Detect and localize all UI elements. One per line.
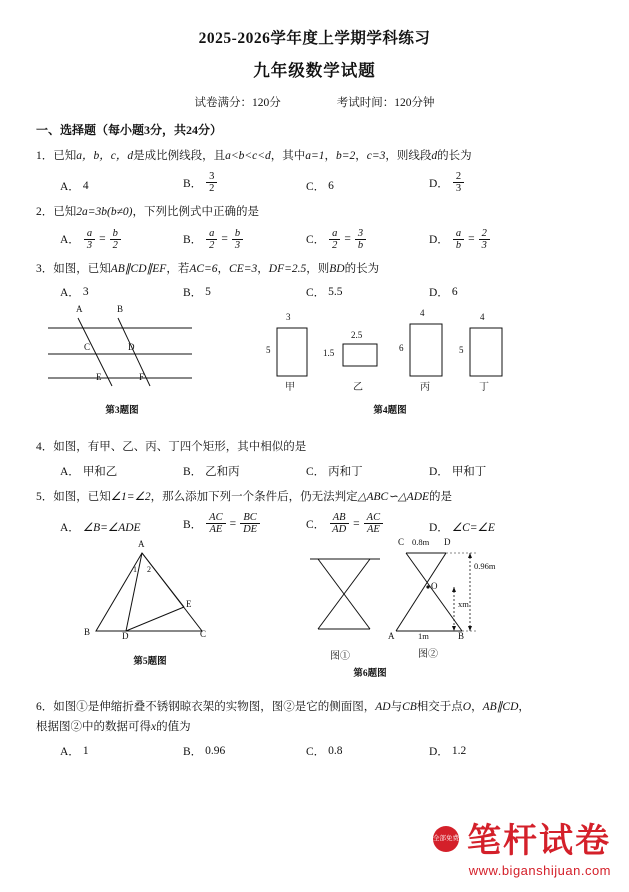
q6-t1: 如图①是伸缩折叠不锈钢晾衣架的实物图，图②是它的侧面图， — [53, 701, 376, 714]
q1-option-a[interactable]: A． 4 — [60, 180, 89, 194]
figure-4-caption: 第4题图 — [373, 406, 407, 417]
q3-t3: ，则 — [306, 262, 330, 275]
watermark-badge: 全部免费 — [433, 826, 459, 852]
figures-row-2 — [0, 537, 629, 680]
fig4-rect2-height: 1.5 — [323, 348, 335, 359]
question-1-number: 1． — [36, 150, 54, 162]
fig4-rect2-width: 2.5 — [351, 330, 363, 341]
q6-e4: AB∥CD — [482, 701, 519, 714]
q3-option-a[interactable]: A． 3 — [60, 286, 89, 300]
question-5-options — [60, 512, 629, 535]
q3-c1: ， — [217, 262, 230, 275]
q3-t4: 的长为 — [344, 262, 380, 275]
question-5-number: 5． — [36, 490, 54, 503]
question-3 — [36, 260, 629, 278]
q2-expr: 2a=3b(b≠0) — [76, 206, 133, 219]
watermark — [433, 823, 611, 878]
exam-meta — [0, 94, 629, 110]
question-3-options — [60, 284, 629, 300]
q1-ineq: a<b<c<d — [225, 150, 271, 162]
q3-e5: BD — [329, 262, 345, 275]
fig4-rect4-height: 5 — [459, 345, 464, 356]
q5-e2: △ABC∽△ADE — [357, 490, 430, 503]
q1-va: a=1 — [305, 150, 325, 162]
figure-6-label-1m: 1m — [418, 631, 429, 642]
figure-3-label-B: B — [117, 304, 124, 315]
figure-6-label-O: O — [431, 581, 438, 592]
q3-e3: CE=3 — [229, 262, 258, 275]
q5-option-b[interactable]: B． $\frac{AC}{AE}$ = $\frac{BC}{DE}$ — [183, 512, 306, 535]
q6-t4: ， — [471, 701, 483, 714]
question-2-options — [60, 228, 629, 251]
q2-option-d[interactable]: D． $\frac{a}{b}$ = $\frac{2}{3}$ — [429, 228, 552, 251]
q1-t6: ，则线段 — [385, 150, 432, 162]
figure-6-label-B: B — [458, 631, 465, 642]
q1-option-d[interactable]: D． $\frac{2}{3}$ — [429, 171, 552, 194]
watermark-title: 笔杆试卷 — [467, 823, 611, 860]
q3-option-b[interactable]: B． 5 — [183, 286, 211, 300]
fig4-rect1-name: 甲 — [285, 382, 295, 394]
question-2 — [36, 203, 629, 221]
q4-option-a[interactable]: A． 甲和乙 — [60, 465, 118, 478]
figure-5-label-C: C — [200, 629, 207, 640]
q2-t1: 已知 — [53, 206, 77, 219]
q2-t2: ，下列比例式中正确的是 — [132, 206, 259, 219]
q5-t2: ，那么添加下列一个条件后，仍无法判定 — [150, 490, 358, 503]
figure-3-label-A: A — [76, 304, 83, 315]
figure-6-label-xm: xm — [458, 599, 469, 610]
q2-option-c[interactable]: C． $\frac{a}{2}$ = $\frac{3}{b}$ — [306, 228, 429, 251]
figure-5-label-2: 2 — [147, 565, 151, 575]
q1-option-c[interactable]: C． 6 — [306, 180, 334, 194]
figure-6 — [300, 537, 496, 680]
q3-e4: DF=2.5 — [268, 262, 307, 275]
q3-c2: ， — [257, 262, 269, 275]
figure-4 — [255, 306, 515, 417]
q4-t1: 如图，有甲、乙、丙、丁四个矩形，其中相似的是 — [53, 441, 307, 454]
question-3-number: 3． — [36, 262, 54, 275]
figure-6-side-svg — [388, 539, 513, 649]
q6-option-c[interactable]: C． 0.8 — [306, 745, 343, 759]
fig4-rect1-height: 5 — [266, 345, 271, 356]
q6-e2: CB — [402, 701, 417, 714]
fig4-rect2-name: 乙 — [353, 382, 363, 394]
q2-option-a[interactable]: A． $\frac{a}{3}$ = $\frac{b}{2}$ — [60, 228, 183, 251]
fig4-rect3-width: 4 — [420, 308, 425, 319]
q3-e2: AC=6 — [189, 262, 218, 275]
question-1 — [36, 147, 629, 165]
q3-t1: 如图，已知 — [53, 262, 111, 275]
q3-option-d[interactable]: D． 6 — [429, 286, 458, 300]
question-1-options — [60, 171, 629, 194]
figure-6-label-096: 0.96m — [474, 561, 496, 572]
figure-5-label-B: B — [84, 627, 91, 638]
figure-6-label-cd: 0.8m — [412, 537, 430, 548]
figure-3-label-C: C — [84, 342, 91, 353]
q6-t2: 与 — [390, 701, 403, 714]
q5-e1: ∠1=∠2 — [110, 490, 151, 503]
question-4-options — [60, 463, 629, 479]
figure-5-label-1: 1 — [133, 565, 137, 575]
q6-t6: 根据图②中的数据可得 — [36, 721, 151, 734]
section-heading: 一、选择题（每小题3分，共24分） — [36, 123, 223, 137]
page-title-line2: 九年级数学试题 — [253, 61, 376, 80]
q5-option-c[interactable]: C． $\frac{AB}{AD}$ = $\frac{AC}{AE}$ — [306, 512, 429, 535]
figure-6-label-D: D — [444, 537, 451, 548]
figure-6-photo-svg — [300, 543, 390, 647]
q6-e5: x — [151, 721, 157, 734]
q6-e1: AD — [375, 701, 391, 714]
q4-option-c[interactable]: C． 丙和丁 — [306, 465, 363, 478]
question-2-number: 2． — [36, 206, 54, 219]
figure-6-side — [388, 537, 513, 661]
q1-t3: ，其中 — [270, 150, 306, 162]
figure-5-label-A: A — [138, 539, 145, 550]
q5-t1: 如图，已知 — [53, 490, 111, 503]
figure-5-label-E: E — [186, 599, 192, 610]
q4-option-b[interactable]: B． 乙和丙 — [183, 465, 240, 478]
figure-5-label-D: D — [122, 631, 129, 642]
q6-e3: O — [462, 701, 472, 714]
figure-5-svg — [80, 543, 260, 647]
figure-3-svg — [40, 306, 200, 392]
q1-vc: c=3 — [366, 150, 386, 162]
q1-t2: 是成比例线段，且 — [133, 150, 226, 162]
question-6-options — [60, 743, 629, 759]
q6-t5: ， — [518, 701, 530, 714]
page-title-line1: 2025-2026学年度上学期学科练习 — [198, 30, 431, 47]
figure-3-label-F: F — [139, 372, 145, 383]
q5-option-a[interactable]: A． ∠B=∠ADE — [60, 522, 141, 535]
q4-option-d[interactable]: D． 甲和丁 — [429, 465, 487, 478]
q1-t1: 已知 — [53, 150, 77, 162]
q1-t7: 的长为 — [437, 150, 472, 162]
figure-3-label-D: D — [128, 342, 135, 353]
q1-t5: ， — [355, 150, 367, 162]
figure-3-label-E: E — [96, 372, 102, 383]
question-4 — [36, 438, 629, 456]
q5-option-d[interactable]: D． ∠C=∠E — [429, 522, 495, 535]
figure-6-label-left: 图① — [330, 651, 350, 663]
figure-6-label-right: 图② — [418, 649, 438, 661]
watermark-url: www.biganshijuan.com — [468, 863, 611, 878]
fig4-rect3-height: 6 — [399, 343, 404, 354]
fig4-rect1-width: 3 — [286, 312, 291, 323]
q2-option-b[interactable]: B． $\frac{a}{2}$ = $\frac{b}{3}$ — [183, 228, 306, 251]
figure-6-label-A: A — [388, 631, 395, 642]
question-6-number: 6． — [36, 701, 54, 714]
question-4-number: 4． — [36, 441, 54, 454]
q3-t2: ，若 — [166, 262, 190, 275]
q1-option-b[interactable]: B． $\frac{3}{2}$ — [183, 171, 306, 194]
figure-5 — [80, 539, 260, 668]
figure-5-caption: 第5题图 — [133, 657, 167, 668]
q6-t3: 相交于点 — [416, 701, 463, 714]
time-label: 考试时间：120分钟 — [336, 97, 435, 109]
figure-6-caption: 第6题图 — [353, 669, 387, 680]
question-6 — [36, 697, 629, 737]
figure-6-label-C: C — [398, 537, 405, 548]
fig4-rect3-name: 丙 — [420, 382, 430, 394]
q6-option-b[interactable]: B． 0.96 — [183, 745, 226, 759]
q1-vd: d — [431, 150, 438, 162]
fig4-rect4-width: 4 — [480, 312, 485, 323]
score-label: 试卷满分：120分 — [194, 97, 281, 109]
q3-e1: AB∥CD∥EF — [110, 262, 167, 275]
figure-3 — [40, 304, 200, 417]
figure-3-caption: 第3题图 — [105, 406, 139, 417]
figures-row-1 — [0, 306, 629, 424]
q6-t7: 的值为 — [156, 721, 191, 734]
q6-option-d[interactable]: D． 1.2 — [429, 745, 467, 759]
q1-vars: a，b，c，d — [76, 150, 134, 162]
q3-option-c[interactable]: C． 5.5 — [306, 286, 343, 300]
q6-option-a[interactable]: A． 1 — [60, 745, 89, 759]
fig4-rect4-name: 丁 — [479, 382, 489, 394]
question-5 — [36, 488, 629, 506]
q5-t3: 的是 — [429, 490, 453, 503]
q1-vb: b=2 — [336, 150, 356, 162]
q1-t4: ， — [324, 150, 337, 162]
